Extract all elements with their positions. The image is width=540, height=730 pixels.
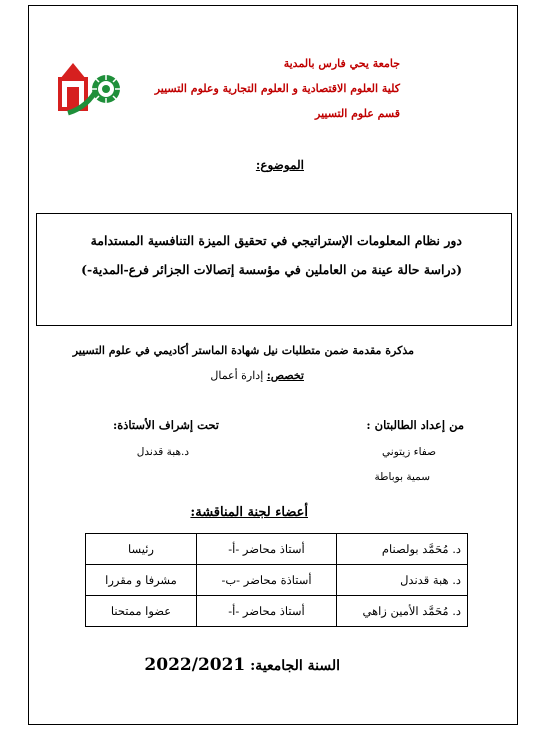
faculty-name: كلية العلوم الاقتصادية و العلوم التجارية وعلوم التسيير [154,82,400,95]
member-role: مشرفا و مقررا [86,565,197,596]
memo-statement: مذكرة مقدمة ضمن متطلبات نيل شهادة الماستر أكاديمي في علوم التسيير [72,344,414,357]
committee-label: أعضاء لجنة المناقشة: [190,505,308,520]
committee-table [85,533,468,627]
member-name: د. مُحَمَّد بولصنام [337,534,468,565]
member-name: د. هبة قدندل [337,565,468,596]
table-row [86,596,468,627]
member-role: عضوا ممتحنا [86,596,197,627]
table-row [86,565,468,596]
thesis-title: دور نظام المعلومات الإستراتيجي في تحقيق الميزة التنافسية المستدامة [90,233,462,248]
department-name: قسم علوم التسيير [315,107,400,120]
member-rank: أستاذ محاضر -أ- [197,534,337,565]
academic-year-label: السنة الجامعية: [250,658,340,674]
table-row [86,534,468,565]
specialty [210,369,304,382]
member-name: د. مُحَمَّد الأمين زاهي [337,596,468,627]
member-rank: أستاذة محاضر -ب- [197,565,337,596]
member-rank: أستاذ محاضر -أ- [197,596,337,627]
student-name-1: صفاء زيتوني [382,446,436,458]
subject-label: الموضوع: [255,158,304,172]
member-role: رئيسا [86,534,197,565]
supervisor-name: د.هبة قدندل [136,446,189,458]
supervisor-label: تحت إشراف الأستاذة: [113,418,219,432]
students-label: من إعداد الطالبتان : [366,418,464,432]
university-logo-icon [58,57,124,117]
thesis-subtitle: (دراسة حالة عينة من العاملين في مؤسسة إتصالات الجزائر فرع-المدية-) [81,262,462,277]
academic-year [144,655,340,675]
academic-year-value: 2022/2021 [144,655,246,675]
specialty-label: تخصص: [266,369,304,382]
student-name-2: سمية بوباطة [374,471,430,483]
specialty-value: إدارة أعمال [210,369,264,382]
university-name: جامعة يحي فارس بالمدية [283,57,400,70]
